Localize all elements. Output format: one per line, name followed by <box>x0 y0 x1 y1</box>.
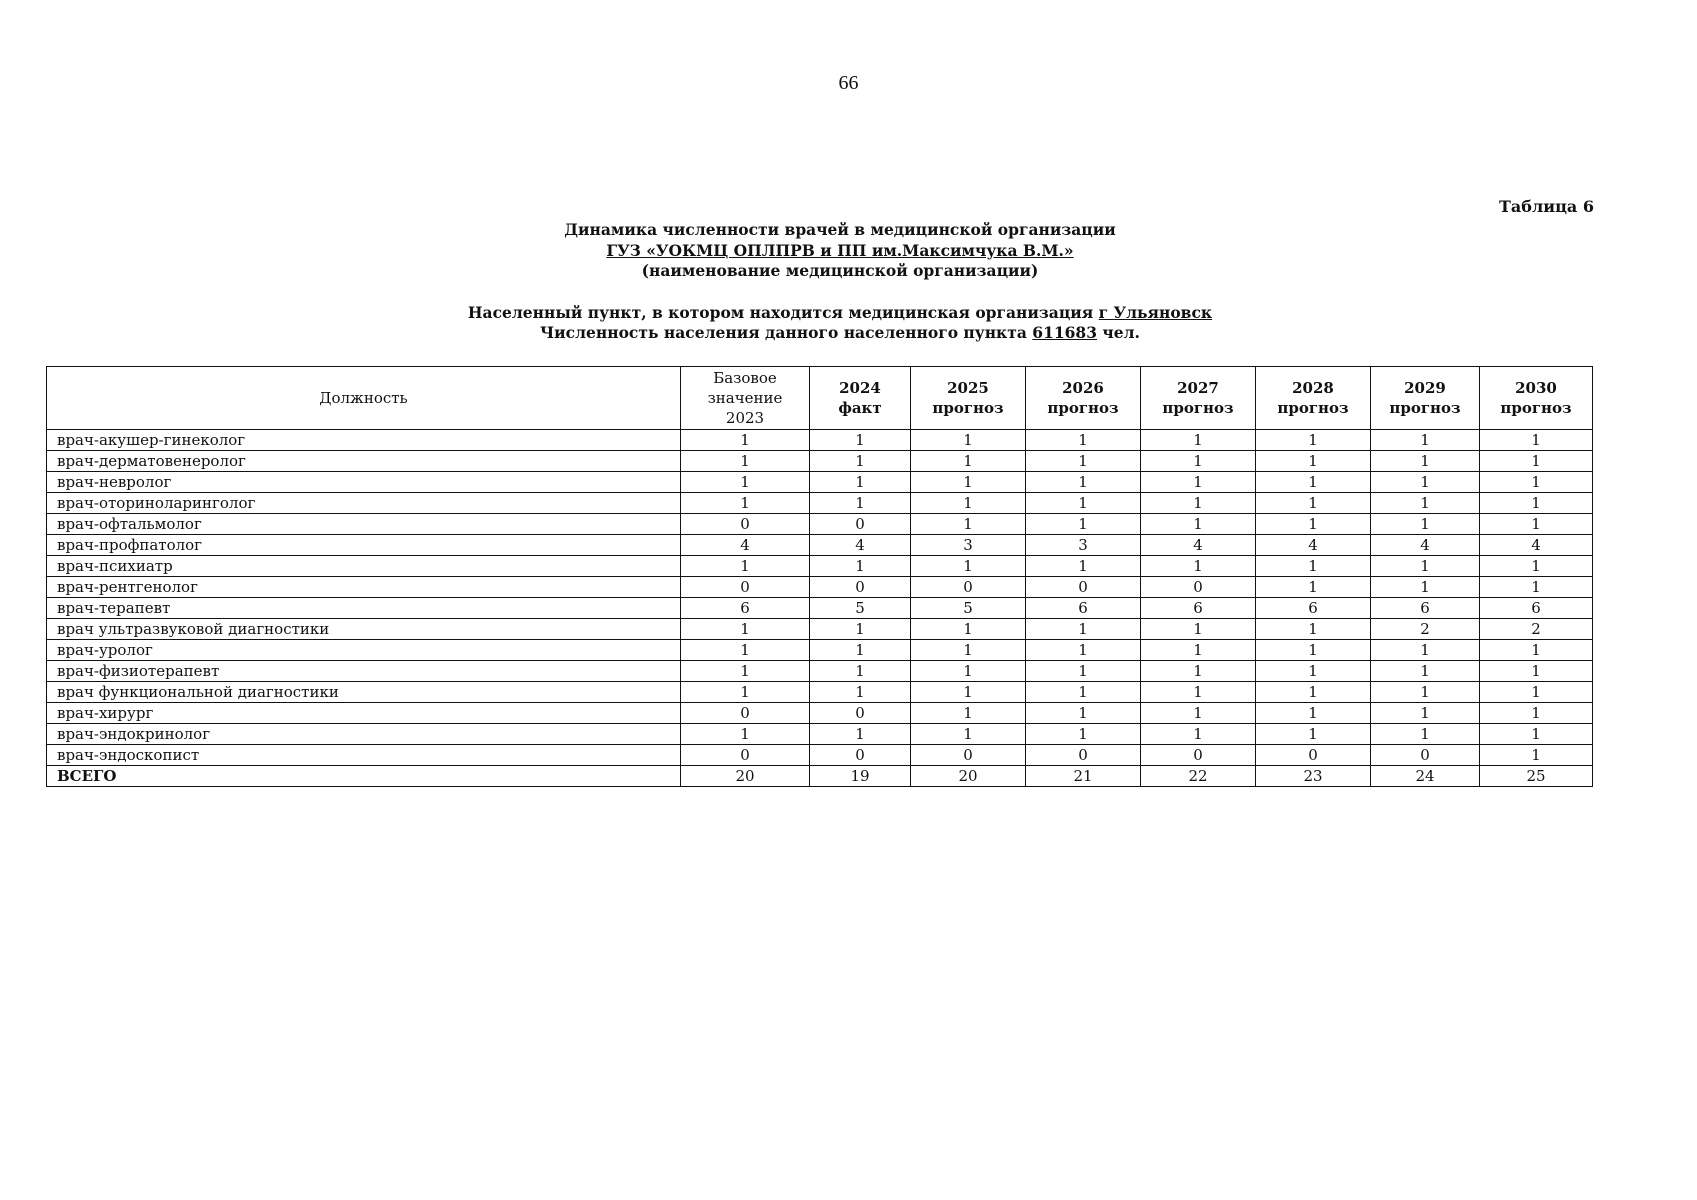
table-row <box>47 451 1593 472</box>
heading-spacer <box>380 282 1300 303</box>
value-cell: 1 <box>1256 682 1371 703</box>
value-cell: 1 <box>681 430 810 451</box>
header-year: 2029 <box>1404 379 1446 397</box>
value-cell: 4 <box>1141 535 1256 556</box>
value-cell: 1 <box>1141 514 1256 535</box>
table-row <box>47 577 1593 598</box>
position-name: врач-психиатр <box>47 556 681 577</box>
value-cell: 0 <box>1026 577 1141 598</box>
header-2030 <box>1480 367 1593 430</box>
table-row <box>47 745 1593 766</box>
value-cell: 1 <box>1026 640 1141 661</box>
header-2029 <box>1371 367 1480 430</box>
value-cell: 1 <box>1026 661 1141 682</box>
value-cell: 1 <box>1480 745 1593 766</box>
header-2026 <box>1026 367 1141 430</box>
settlement-name: г Ульяновск <box>1098 302 1213 322</box>
organization-caption: (наименование медицинской организации) <box>641 261 1039 280</box>
table-label: Таблица 6 <box>1499 197 1594 216</box>
value-cell: 1 <box>681 724 810 745</box>
value-cell: 1 <box>1371 661 1480 682</box>
value-cell: 0 <box>681 514 810 535</box>
value-cell: 1 <box>1141 451 1256 472</box>
value-cell: 5 <box>911 598 1026 619</box>
population-line <box>380 323 1300 344</box>
value-cell: 1 <box>1480 493 1593 514</box>
value-cell: 1 <box>1256 619 1371 640</box>
header-kind: прогноз <box>1500 399 1572 417</box>
value-cell: 1 <box>1371 493 1480 514</box>
position-name: врач-терапевт <box>47 598 681 619</box>
value-cell: 20 <box>681 766 810 787</box>
header-kind: факт <box>838 399 882 417</box>
value-cell: 6 <box>1371 598 1480 619</box>
value-cell: 0 <box>810 577 911 598</box>
value-cell: 1 <box>911 724 1026 745</box>
value-cell: 4 <box>1480 535 1593 556</box>
value-cell: 3 <box>911 535 1026 556</box>
value-cell: 3 <box>1026 535 1141 556</box>
table-row <box>47 724 1593 745</box>
value-cell: 1 <box>1480 724 1593 745</box>
value-cell: 1 <box>1141 493 1256 514</box>
value-cell: 1 <box>810 682 911 703</box>
total-label: ВСЕГО <box>47 766 681 787</box>
value-cell: 1 <box>681 619 810 640</box>
header-kind: прогноз <box>932 399 1004 417</box>
settlement-line <box>380 303 1300 324</box>
value-cell: 1 <box>681 472 810 493</box>
value-cell: 1 <box>1480 640 1593 661</box>
value-cell: 1 <box>681 451 810 472</box>
population-suffix: чел. <box>1102 323 1140 342</box>
position-name: врач-хирург <box>47 703 681 724</box>
value-cell: 1 <box>911 430 1026 451</box>
doctors-staffing-table <box>46 366 1593 787</box>
value-cell: 1 <box>810 430 911 451</box>
value-cell: 4 <box>1371 535 1480 556</box>
page-number: 66 <box>838 72 859 94</box>
value-cell: 6 <box>681 598 810 619</box>
value-cell: 1 <box>1026 493 1141 514</box>
value-cell: 1 <box>1026 556 1141 577</box>
value-cell: 6 <box>1480 598 1593 619</box>
value-cell: 1 <box>1026 472 1141 493</box>
value-cell: 1 <box>1480 661 1593 682</box>
value-cell: 25 <box>1480 766 1593 787</box>
organization-name: ГУЗ «УОКМЦ ОПЛПРВ и ПП им.Максимчука В.М.» <box>606 240 1074 260</box>
position-name: врач-офтальмолог <box>47 514 681 535</box>
table-body <box>47 430 1593 787</box>
header-year: 2025 <box>947 379 989 397</box>
value-cell: 1 <box>810 724 911 745</box>
value-cell: 1 <box>681 493 810 514</box>
value-cell: 1 <box>1371 451 1480 472</box>
value-cell: 1 <box>1141 472 1256 493</box>
value-cell: 1 <box>1256 661 1371 682</box>
value-cell: 1 <box>1141 661 1256 682</box>
value-cell: 0 <box>1256 745 1371 766</box>
value-cell: 1 <box>1141 640 1256 661</box>
value-cell: 1 <box>1371 703 1480 724</box>
settlement-prefix: Населенный пункт, в котором находится медицинская организация <box>467 302 1094 322</box>
organization-name-line <box>380 241 1300 262</box>
table-row <box>47 556 1593 577</box>
value-cell: 1 <box>911 556 1026 577</box>
table-row <box>47 598 1593 619</box>
value-cell: 0 <box>1141 745 1256 766</box>
value-cell: 1 <box>911 472 1026 493</box>
value-cell: 1 <box>1256 724 1371 745</box>
value-cell: 1 <box>1480 451 1593 472</box>
value-cell: 1 <box>1141 556 1256 577</box>
value-cell: 0 <box>1371 745 1480 766</box>
value-cell: 1 <box>911 640 1026 661</box>
value-cell: 6 <box>1026 598 1141 619</box>
value-cell: 1 <box>1371 430 1480 451</box>
value-cell: 1 <box>911 451 1026 472</box>
value-cell: 1 <box>1480 577 1593 598</box>
value-cell: 1 <box>1480 514 1593 535</box>
value-cell: 1 <box>810 661 911 682</box>
value-cell: 1 <box>1371 724 1480 745</box>
value-cell: 1 <box>1026 724 1141 745</box>
value-cell: 0 <box>810 514 911 535</box>
header-2028 <box>1256 367 1371 430</box>
value-cell: 1 <box>1256 493 1371 514</box>
position-name: врач-профпатолог <box>47 535 681 556</box>
header-kind: прогноз <box>1277 399 1349 417</box>
table-row <box>47 493 1593 514</box>
value-cell: 24 <box>1371 766 1480 787</box>
position-name: врач-рентгенолог <box>47 577 681 598</box>
value-cell: 1 <box>1026 514 1141 535</box>
value-cell: 1 <box>810 451 911 472</box>
value-cell: 2 <box>1480 619 1593 640</box>
value-cell: 1 <box>1371 682 1480 703</box>
table-heading <box>380 220 1300 344</box>
value-cell: 1 <box>1026 619 1141 640</box>
total-row <box>47 766 1593 787</box>
position-name: врач ультразвуковой диагностики <box>47 619 681 640</box>
value-cell: 0 <box>911 745 1026 766</box>
value-cell: 4 <box>1256 535 1371 556</box>
header-line: Базовое <box>713 369 777 387</box>
position-name: врач-оториноларинголог <box>47 493 681 514</box>
value-cell: 4 <box>810 535 911 556</box>
value-cell: 1 <box>1480 682 1593 703</box>
value-cell: 1 <box>1480 472 1593 493</box>
value-cell: 1 <box>810 472 911 493</box>
position-name: врач-эндоскопист <box>47 745 681 766</box>
table-row <box>47 661 1593 682</box>
value-cell: 23 <box>1256 766 1371 787</box>
value-cell: 0 <box>681 745 810 766</box>
value-cell: 6 <box>1256 598 1371 619</box>
table-row <box>47 682 1593 703</box>
value-cell: 0 <box>681 577 810 598</box>
value-cell: 0 <box>810 745 911 766</box>
header-position: Должность <box>47 367 681 430</box>
value-cell: 1 <box>1480 703 1593 724</box>
value-cell: 1 <box>1480 556 1593 577</box>
header-base-2023 <box>681 367 810 430</box>
value-cell: 1 <box>1141 703 1256 724</box>
value-cell: 1 <box>681 661 810 682</box>
header-year: 2027 <box>1177 379 1219 397</box>
value-cell: 1 <box>1371 640 1480 661</box>
value-cell: 1 <box>1026 430 1141 451</box>
table-row <box>47 514 1593 535</box>
header-2027 <box>1141 367 1256 430</box>
table-header-row <box>47 367 1593 430</box>
value-cell: 1 <box>1026 451 1141 472</box>
value-cell: 1 <box>1141 619 1256 640</box>
value-cell: 6 <box>1141 598 1256 619</box>
table-row <box>47 472 1593 493</box>
value-cell: 1 <box>1026 703 1141 724</box>
value-cell: 1 <box>911 514 1026 535</box>
value-cell: 21 <box>1026 766 1141 787</box>
value-cell: 1 <box>911 682 1026 703</box>
value-cell: 4 <box>681 535 810 556</box>
position-name: врач-физиотерапевт <box>47 661 681 682</box>
table-row <box>47 703 1593 724</box>
header-year: 2024 <box>839 379 881 397</box>
value-cell: 1 <box>1371 556 1480 577</box>
value-cell: 20 <box>911 766 1026 787</box>
value-cell: 1 <box>810 556 911 577</box>
value-cell: 1 <box>911 619 1026 640</box>
value-cell: 1 <box>1256 703 1371 724</box>
table-row <box>47 640 1593 661</box>
value-cell: 1 <box>1141 682 1256 703</box>
value-cell: 1 <box>681 682 810 703</box>
header-year: 2026 <box>1062 379 1104 397</box>
position-name: врач-уролог <box>47 640 681 661</box>
header-kind: прогноз <box>1047 399 1119 417</box>
value-cell: 1 <box>1256 472 1371 493</box>
header-kind: прогноз <box>1389 399 1461 417</box>
table-row <box>47 430 1593 451</box>
value-cell: 1 <box>911 661 1026 682</box>
header-year: 2030 <box>1515 379 1557 397</box>
value-cell: 0 <box>911 577 1026 598</box>
header-year: 2028 <box>1292 379 1334 397</box>
table-row <box>47 535 1593 556</box>
value-cell: 1 <box>1480 430 1593 451</box>
value-cell: 1 <box>681 556 810 577</box>
value-cell: 1 <box>1026 682 1141 703</box>
header-2024 <box>810 367 911 430</box>
value-cell: 1 <box>1256 430 1371 451</box>
header-2025 <box>911 367 1026 430</box>
value-cell: 5 <box>810 598 911 619</box>
value-cell: 1 <box>1256 577 1371 598</box>
heading-title: Динамика численности врачей в медицинской организации <box>564 220 1116 239</box>
value-cell: 22 <box>1141 766 1256 787</box>
value-cell: 1 <box>810 493 911 514</box>
value-cell: 1 <box>1256 514 1371 535</box>
position-name: врач-невролог <box>47 472 681 493</box>
value-cell: 1 <box>911 493 1026 514</box>
header-kind: прогноз <box>1162 399 1234 417</box>
value-cell: 0 <box>810 703 911 724</box>
value-cell: 1 <box>1371 514 1480 535</box>
value-cell: 1 <box>1141 724 1256 745</box>
value-cell: 1 <box>1256 451 1371 472</box>
population-prefix: Численность населения данного населенного пункта <box>540 323 1027 342</box>
value-cell: 1 <box>681 640 810 661</box>
value-cell: 0 <box>681 703 810 724</box>
table-row <box>47 619 1593 640</box>
position-name: врач-дерматовенеролог <box>47 451 681 472</box>
value-cell: 1 <box>1371 472 1480 493</box>
value-cell: 1 <box>1371 577 1480 598</box>
value-cell: 1 <box>1141 430 1256 451</box>
value-cell: 0 <box>1141 577 1256 598</box>
value-cell: 0 <box>1026 745 1141 766</box>
header-line: значение <box>707 389 783 407</box>
value-cell: 1 <box>911 703 1026 724</box>
population-value: 611683 <box>1032 323 1098 342</box>
value-cell: 1 <box>1256 640 1371 661</box>
position-name: врач-акушер-гинеколог <box>47 430 681 451</box>
position-name: врач-эндокринолог <box>47 724 681 745</box>
value-cell: 1 <box>810 619 911 640</box>
value-cell: 2 <box>1371 619 1480 640</box>
value-cell: 1 <box>810 640 911 661</box>
header-line: 2023 <box>725 409 765 427</box>
value-cell: 1 <box>1256 556 1371 577</box>
position-name: врач функциональной диагностики <box>47 682 681 703</box>
value-cell: 19 <box>810 766 911 787</box>
